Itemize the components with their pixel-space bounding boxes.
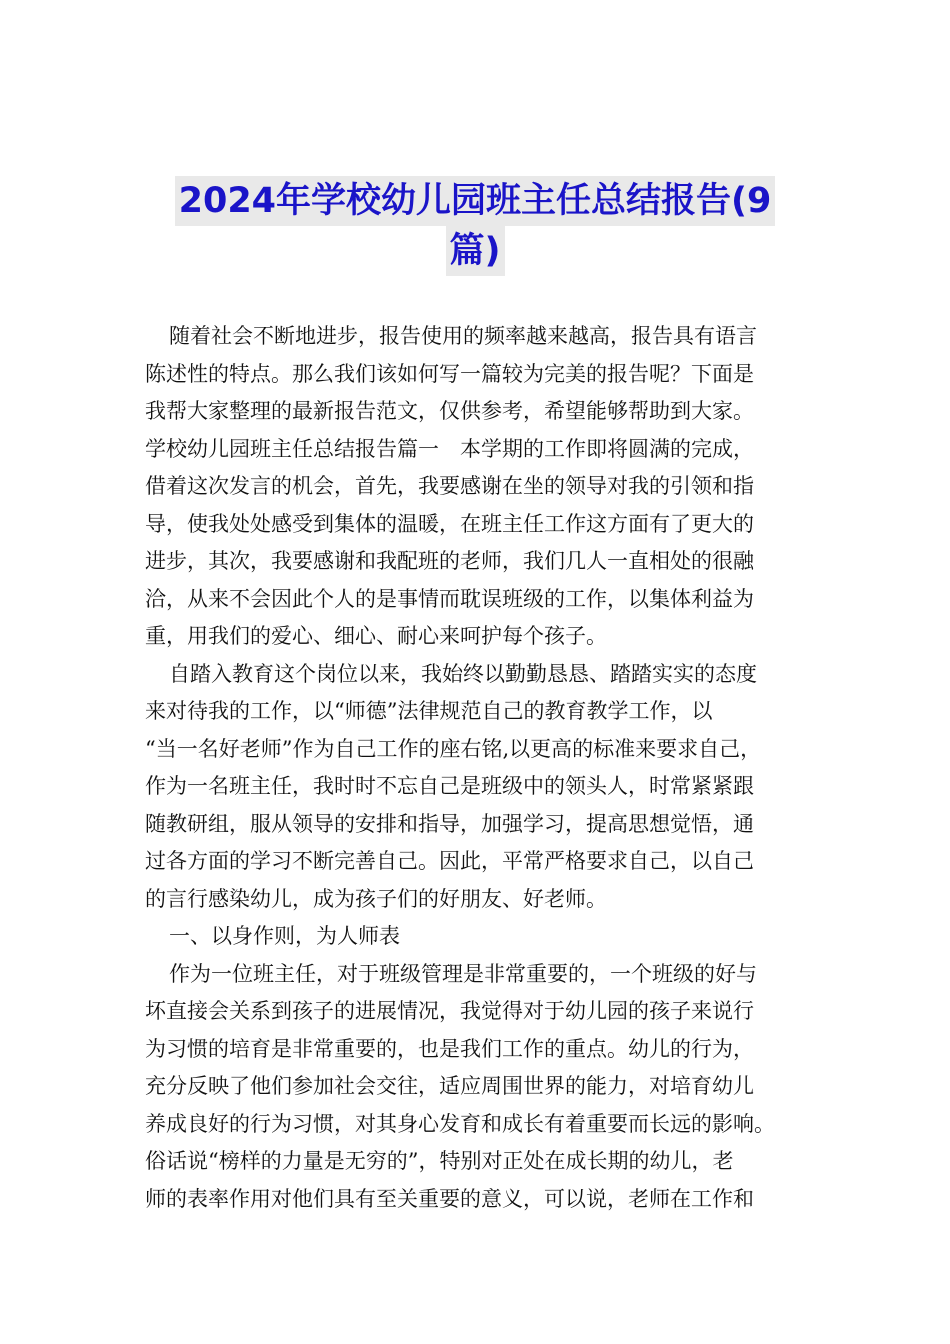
page-title bbox=[145, 176, 805, 276]
text-line: 来对待我的工作，以“师德”法律规范自己的教育教学工作，以 bbox=[145, 699, 713, 723]
text-line: 学校幼儿园班主任总结报告篇一 本学期的工作即将圆满的完成， bbox=[145, 436, 754, 461]
text-line: 随教研组，服从领导的安排和指导，加强学习，提高思想觉悟，通 bbox=[145, 811, 754, 836]
text-line: 洽，从来不会因此个人的是事情而耽误班级的工作，以集体利益为 bbox=[145, 586, 754, 611]
text-line: 我帮大家整理的最新报告范文，仅供参考，希望能够帮助到大家。 bbox=[145, 399, 754, 423]
text-line: 养成良好的行为习惯，对其身心发育和成长有着重要而长远的影响。 bbox=[145, 1111, 775, 1136]
text-line: “当一名好老师”作为自己工作的座右铭,以更高的标准来要求自己， bbox=[145, 736, 762, 761]
text-line: 陈述性的特点。那么我们该如何写一篇较为完美的报告呢？下面是 bbox=[145, 361, 754, 386]
text-line: 一、以身作则，为人师表 bbox=[169, 924, 400, 948]
text-line: 为习惯的培育是非常重要的，也是我们工作的重点。幼儿的行为， bbox=[145, 1036, 754, 1061]
text-line: 坏直接会关系到孩子的进展情况，我觉得对于幼儿园的孩子来说行 bbox=[145, 999, 754, 1023]
body-text bbox=[145, 318, 825, 1218]
text-line: 作为一位班主任，对于班级管理是非常重要的，一个班级的好与 bbox=[169, 961, 757, 986]
title-line-1: 2024年学校幼儿园班主任总结报告(9 bbox=[175, 176, 776, 226]
title-line-2: 篇) bbox=[446, 226, 505, 276]
text-line: 师的表率作用对他们具有至关重要的意义，可以说，老师在工作和 bbox=[145, 1186, 754, 1211]
text-line: 充分反映了他们参加社会交往，适应周围世界的能力，对培育幼儿 bbox=[145, 1074, 754, 1098]
text-line: 进步，其次，我要感谢和我配班的老师，我们几人一直相处的很融 bbox=[145, 549, 754, 573]
text-line: 随着社会不断地进步，报告使用的频率越来越高，报告具有语言 bbox=[169, 324, 757, 348]
text-line: 导，使我处处感受到集体的温暖，在班主任工作这方面有了更大的 bbox=[145, 511, 754, 536]
text-line: 的言行感染幼儿，成为孩子们的好朋友、好老师。 bbox=[145, 886, 607, 911]
text-line: 借着这次发言的机会，首先，我要感谢在坐的领导对我的引领和指 bbox=[145, 474, 754, 498]
text-line: 俗话说“榜样的力量是无穷的”，特别对正处在成长期的幼儿，老 bbox=[145, 1149, 734, 1173]
text-line: 作为一名班主任，我时时不忘自己是班级中的领头人，时常紧紧跟 bbox=[145, 774, 754, 798]
text-line: 过各方面的学习不断完善自己。因此，平常严格要求自己，以自己 bbox=[145, 849, 754, 873]
text-line: 自踏入教育这个岗位以来，我始终以勤勤恳恳、踏踏实实的态度 bbox=[169, 661, 757, 686]
text-line: 重，用我们的爱心、细心、耐心来呵护每个孩子。 bbox=[145, 624, 607, 648]
